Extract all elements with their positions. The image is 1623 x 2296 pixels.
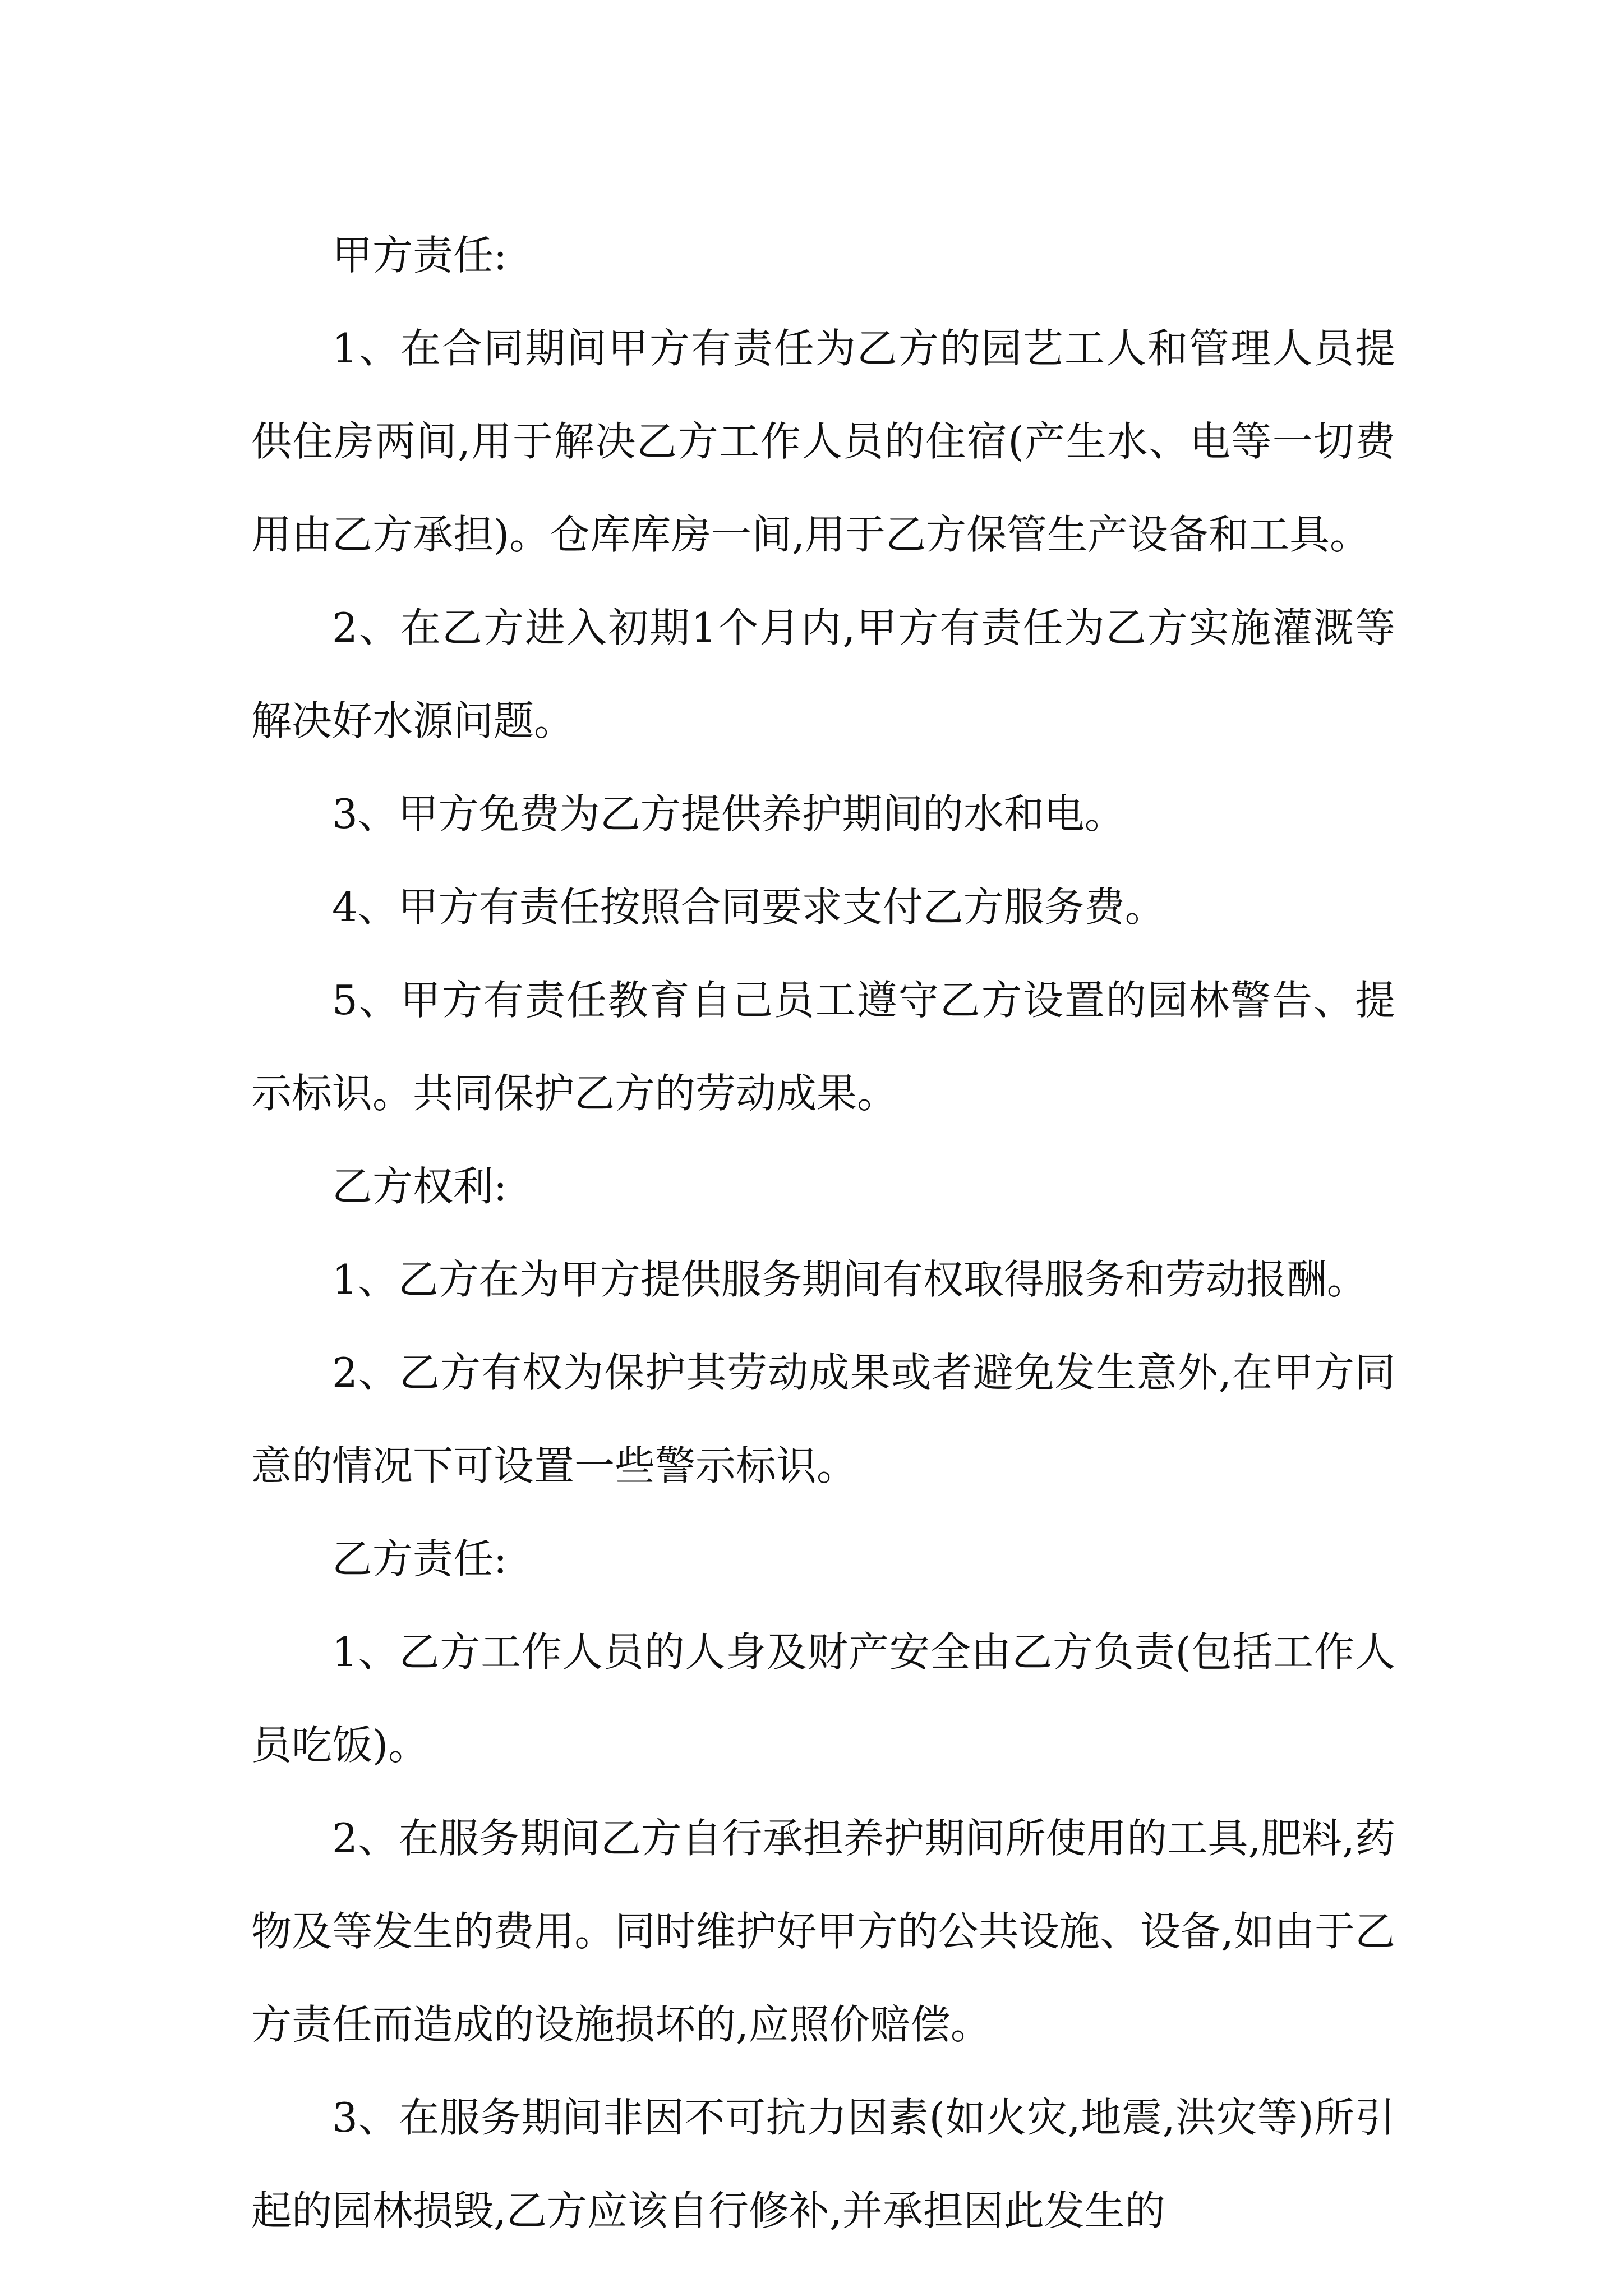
- section-heading-party-b-rights: 乙方权利:: [332, 1163, 508, 1210]
- paragraph: 3、甲方免费为乙方提供养护期间的水和电。: [332, 790, 1125, 838]
- section-heading-party-a-responsibilities: 甲方责任:: [332, 232, 508, 279]
- paragraph: 1、乙方在为甲方提供服务期间有权取得服务和劳动报酬。: [332, 1256, 1367, 1303]
- paragraph: 2、在乙方进入初期1个月内,甲方有责任为乙方实施灌溉等解决好水源问题。: [251, 604, 1395, 744]
- paragraph: 2、在服务期间乙方自行承担养护期间所使用的工具,肥料,药物及等发生的费用。同时维护好甲方的公共设施、设备,如由于乙方责任而造成的设施损坏的,应照价赔偿。: [251, 1815, 1395, 2048]
- paragraph: 1、乙方工作人员的人身及财产安全由乙方负责(包括工作人员吃饭)。: [251, 1628, 1395, 1769]
- paragraph: 1、在合同期间甲方有责任为乙方的园艺工人和管理人员提供住房两间,用于解决乙方工作人员的住宿(产生水、电等一切费用由乙方承担)。仓库库房一间,用于乙方保管生产设备和工具。: [251, 325, 1395, 558]
- paragraph: 4、甲方有责任按照合同要求支付乙方服务费。: [332, 884, 1165, 931]
- section-heading-party-b-responsibilities: 乙方责任:: [332, 1535, 508, 1582]
- paragraph: 2、乙方有权为保护其劳动成果或者避免发生意外,在甲方同意的情况下可设置一些警示标识。: [251, 1349, 1395, 1489]
- paragraph: 3、在服务期间非因不可抗力因素(如火灾,地震,洪灾等)所引起的园林损毁,乙方应该自行修补,并承担因此发生的: [251, 2094, 1395, 2234]
- document-body: [251, 209, 1395, 2257]
- paragraph: 5、甲方有责任教育自己员工遵守乙方设置的园林警告、提示标识。共同保护乙方的劳动成果。: [251, 977, 1395, 1117]
